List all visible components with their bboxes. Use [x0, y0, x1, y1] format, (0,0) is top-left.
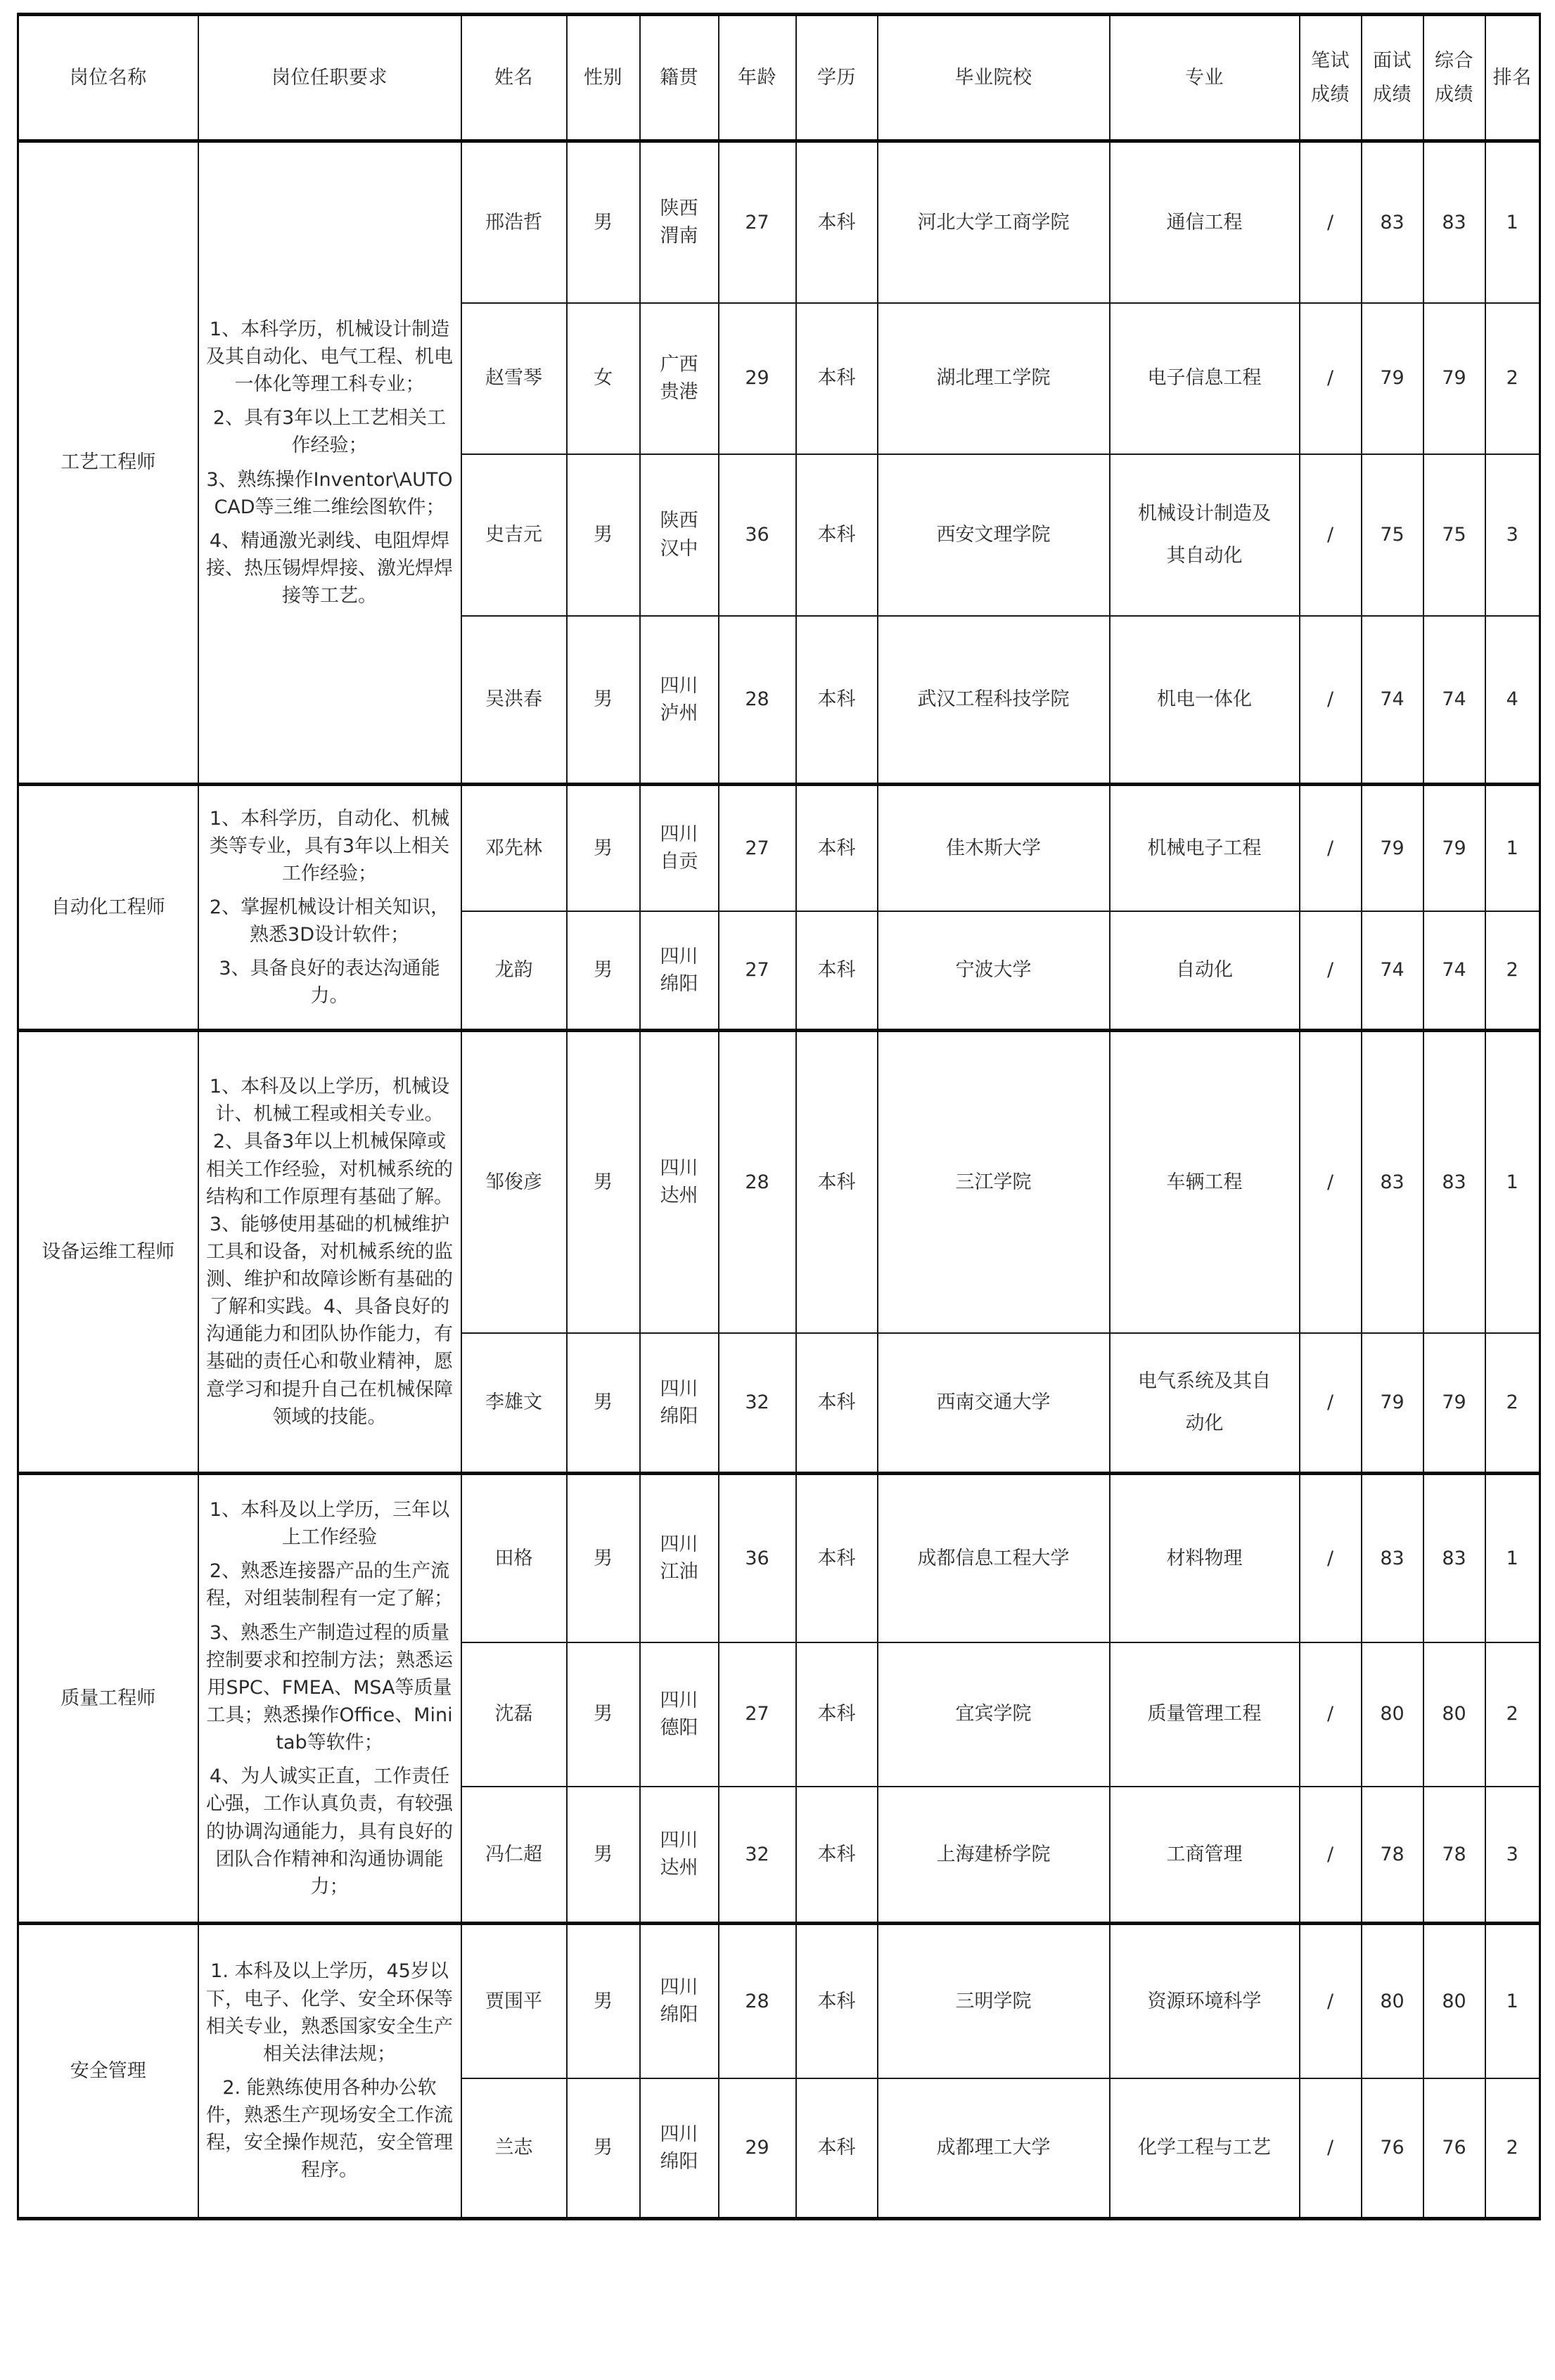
- cell-written-score: /: [1300, 1333, 1362, 1474]
- native-province: 四川: [660, 1976, 698, 1999]
- native-province: 四川: [660, 1689, 698, 1711]
- cell-rank: 1: [1485, 1474, 1540, 1642]
- cell-major: 自动化: [1110, 911, 1300, 1031]
- written-label-line1: 笔试: [1311, 50, 1350, 72]
- cell-age: 29: [719, 2078, 796, 2219]
- requirement-paragraph: 1、本科及以上学历，机械设计、机械工程或相关专业。2、具备3年以上机械保障或相关工作经验，对机械系统的结构和工作原理有基础了解。3、能够使用基础的机械维护工具和设备，对机械系统的监测、维护和故障诊断有基础的了解和实践。4、具备良好的沟通能力和团队协作能力，有基础的责任心和敬业精神，愿意学习和提升自己在机械保障领域的技能。: [206, 1076, 453, 1428]
- cell-overall-score: 79: [1423, 1333, 1485, 1474]
- cell-major: [1110, 1333, 1300, 1474]
- native-city: 绵阳: [660, 1405, 698, 1427]
- cell-written-score: /: [1300, 1642, 1362, 1787]
- column-header-education: 学历: [796, 15, 878, 141]
- cell-overall-score: 76: [1423, 2078, 1485, 2219]
- native-province: 四川: [660, 823, 698, 846]
- cell-post-name: 质量工程师: [18, 1474, 198, 1924]
- major-line-2: 其自动化: [1166, 544, 1243, 567]
- cell-education: 本科: [796, 785, 878, 911]
- cell-native-place: [640, 454, 719, 616]
- cell-interview-score: 80: [1362, 1642, 1423, 1787]
- cell-native-place: [640, 141, 719, 303]
- cell-post-requirement: [198, 1031, 461, 1474]
- cell-interview-score: 79: [1362, 1333, 1423, 1474]
- cell-major: 材料物理: [1110, 1474, 1300, 1642]
- cell-written-score: /: [1300, 1474, 1362, 1642]
- cell-interview-score: 74: [1362, 911, 1423, 1031]
- cell-candidate-name: 赵雪琴: [461, 303, 567, 454]
- cell-major: 通信工程: [1110, 141, 1300, 303]
- cell-major: 化学工程与工艺: [1110, 2078, 1300, 2219]
- requirement-paragraph: 2、熟悉连接器产品的生产流程，对组装制程有一定了解；: [206, 1560, 453, 1610]
- column-header-requirement: 岗位任职要求: [198, 15, 461, 141]
- major-line-2: 动化: [1185, 1412, 1224, 1434]
- cell-gender: 男: [567, 454, 640, 616]
- cell-interview-score: 80: [1362, 1924, 1423, 2078]
- column-header-native: 籍贯: [640, 15, 719, 141]
- cell-rank: 2: [1485, 1642, 1540, 1787]
- native-city: 绵阳: [660, 2004, 698, 2026]
- native-city: 达州: [660, 1857, 698, 1879]
- column-header-gender: 性别: [567, 15, 640, 141]
- native-city: 江油: [660, 1561, 698, 1583]
- cell-age: 28: [719, 1031, 796, 1333]
- cell-rank: 2: [1485, 2078, 1540, 2219]
- cell-native-place: [640, 1333, 719, 1474]
- requirement-paragraph: 4、为人诚实正直，工作责任心强，工作认真负责，有较强的协调沟通能力，具有良好的团队合作精神和沟通协调能力；: [206, 1765, 453, 1898]
- major-line-1: 机械设计制造及: [1138, 503, 1271, 525]
- cell-overall-score: 79: [1423, 785, 1485, 911]
- cell-school: 佳木斯大学: [878, 785, 1110, 911]
- cell-overall-score: 78: [1423, 1787, 1485, 1924]
- cell-gender: 男: [567, 141, 640, 303]
- cell-gender: 男: [567, 2078, 640, 2219]
- cell-age: 27: [719, 141, 796, 303]
- recruitment-results-table: [17, 13, 1541, 2220]
- cell-rank: 2: [1485, 303, 1540, 454]
- native-city: 渭南: [660, 225, 698, 247]
- cell-education: 本科: [796, 1031, 878, 1333]
- cell-overall-score: 74: [1423, 911, 1485, 1031]
- cell-rank: 3: [1485, 454, 1540, 616]
- native-city: 自贡: [660, 851, 698, 873]
- cell-age: 36: [719, 1474, 796, 1642]
- interview-label-line2: 成绩: [1373, 83, 1412, 105]
- cell-age: 27: [719, 785, 796, 911]
- cell-age: 29: [719, 303, 796, 454]
- cell-school: 三明学院: [878, 1924, 1110, 2078]
- cell-interview-score: 78: [1362, 1787, 1423, 1924]
- cell-gender: 男: [567, 616, 640, 785]
- cell-school: 成都信息工程大学: [878, 1474, 1110, 1642]
- cell-education: 本科: [796, 1333, 878, 1474]
- cell-post-name: 设备运维工程师: [18, 1031, 198, 1474]
- header-row: [18, 15, 1540, 141]
- cell-rank: 2: [1485, 1333, 1540, 1474]
- requirement-paragraph: 1、本科学历，自动化、机械类等专业，具有3年以上相关工作经验；: [209, 807, 450, 885]
- cell-gender: 男: [567, 1474, 640, 1642]
- cell-age: 32: [719, 1333, 796, 1474]
- cell-school: 宁波大学: [878, 911, 1110, 1031]
- requirement-paragraph: 3、熟悉生产制造过程的质量控制要求和控制方法；熟悉运用SPC、FMEA、MSA等质量工具；熟悉操作Office、Minitab等软件；: [206, 1621, 453, 1754]
- requirement-paragraph: 2. 能熟练使用各种办公软件，熟悉生产现场安全工作流程，安全操作规范，安全管理程序。: [206, 2077, 453, 2182]
- table-header: [18, 15, 1540, 141]
- cell-interview-score: 83: [1362, 141, 1423, 303]
- native-city: 汉中: [660, 537, 698, 560]
- cell-education: 本科: [796, 2078, 878, 2219]
- cell-major: 机械电子工程: [1110, 785, 1300, 911]
- cell-native-place: [640, 911, 719, 1031]
- cell-interview-score: 79: [1362, 785, 1423, 911]
- cell-post-requirement: [198, 1474, 461, 1924]
- column-header-interview-score: [1362, 15, 1423, 141]
- native-province: 四川: [660, 945, 698, 967]
- cell-education: 本科: [796, 911, 878, 1031]
- cell-rank: 1: [1485, 1031, 1540, 1333]
- written-label-line2: 成绩: [1311, 83, 1350, 105]
- cell-school: 宜宾学院: [878, 1642, 1110, 1787]
- cell-written-score: /: [1300, 616, 1362, 785]
- cell-age: 27: [719, 1642, 796, 1787]
- cell-written-score: /: [1300, 454, 1362, 616]
- cell-age: 27: [719, 911, 796, 1031]
- cell-interview-score: 83: [1362, 1474, 1423, 1642]
- cell-rank: 1: [1485, 141, 1540, 303]
- cell-education: 本科: [796, 454, 878, 616]
- cell-gender: 女: [567, 303, 640, 454]
- cell-post-name: 安全管理: [18, 1924, 198, 2219]
- column-header-overall-score: [1423, 15, 1485, 141]
- cell-education: 本科: [796, 616, 878, 785]
- native-province: 四川: [660, 1157, 698, 1180]
- cell-gender: 男: [567, 1333, 640, 1474]
- cell-gender: 男: [567, 1642, 640, 1787]
- column-header-name: 姓名: [461, 15, 567, 141]
- column-header-rank: 排名: [1485, 15, 1540, 141]
- cell-candidate-name: 邓先林: [461, 785, 567, 911]
- cell-age: 32: [719, 1787, 796, 1924]
- table-row: [18, 1924, 1540, 2078]
- cell-major: 质量管理工程: [1110, 1642, 1300, 1787]
- cell-rank: 2: [1485, 911, 1540, 1031]
- cell-gender: 男: [567, 1031, 640, 1333]
- cell-candidate-name: 田格: [461, 1474, 567, 1642]
- cell-overall-score: 79: [1423, 303, 1485, 454]
- requirement-paragraph: 1、本科学历，机械设计制造及其自动化、电气工程、机电一体化等理工科专业；: [206, 318, 453, 396]
- cell-education: 本科: [796, 141, 878, 303]
- cell-interview-score: 76: [1362, 2078, 1423, 2219]
- cell-school: 武汉工程科技学院: [878, 616, 1110, 785]
- cell-written-score: /: [1300, 303, 1362, 454]
- cell-candidate-name: 兰志: [461, 2078, 567, 2219]
- cell-written-score: /: [1300, 785, 1362, 911]
- cell-native-place: [640, 1787, 719, 1924]
- cell-native-place: [640, 1031, 719, 1333]
- table-row: [18, 1474, 1540, 1642]
- table-row: [18, 141, 1540, 303]
- cell-post-name: 自动化工程师: [18, 785, 198, 1031]
- cell-overall-score: 75: [1423, 454, 1485, 616]
- cell-candidate-name: 冯仁超: [461, 1787, 567, 1924]
- cell-school: 河北大学工商学院: [878, 141, 1110, 303]
- native-city: 德阳: [660, 1717, 698, 1739]
- cell-rank: 1: [1485, 785, 1540, 911]
- cell-interview-score: 74: [1362, 616, 1423, 785]
- native-province: 陕西: [660, 198, 698, 220]
- cell-post-requirement: [198, 141, 461, 785]
- cell-candidate-name: 贾围平: [461, 1924, 567, 2078]
- native-province: 广西: [660, 353, 698, 375]
- cell-native-place: [640, 616, 719, 785]
- cell-major: [1110, 454, 1300, 616]
- native-province: 四川: [660, 674, 698, 697]
- cell-native-place: [640, 1642, 719, 1787]
- cell-written-score: /: [1300, 1924, 1362, 2078]
- cell-school: 上海建桥学院: [878, 1787, 1110, 1924]
- column-header-post: 岗位名称: [18, 15, 198, 141]
- native-province: 四川: [660, 2123, 698, 2145]
- cell-candidate-name: 邹俊彦: [461, 1031, 567, 1333]
- cell-education: 本科: [796, 1474, 878, 1642]
- overall-label-line1: 综合: [1435, 50, 1473, 72]
- cell-native-place: [640, 1474, 719, 1642]
- cell-written-score: /: [1300, 1787, 1362, 1924]
- cell-rank: 4: [1485, 616, 1540, 785]
- native-city: 绵阳: [660, 972, 698, 995]
- cell-overall-score: 83: [1423, 1474, 1485, 1642]
- cell-candidate-name: 龙韵: [461, 911, 567, 1031]
- cell-post-requirement: [198, 1924, 461, 2219]
- requirement-paragraph: 4、精通激光剥线、电阻焊焊接、热压锡焊焊接、激光焊焊接等工艺。: [206, 529, 453, 607]
- table-row: [18, 785, 1540, 911]
- cell-overall-score: 74: [1423, 616, 1485, 785]
- requirement-paragraph: 1、本科及以上学历，三年以上工作经验: [209, 1499, 450, 1549]
- cell-overall-score: 80: [1423, 1924, 1485, 2078]
- cell-interview-score: 75: [1362, 454, 1423, 616]
- native-province: 陕西: [660, 510, 698, 532]
- native-province: 四川: [660, 1377, 698, 1400]
- cell-school: 成都理工大学: [878, 2078, 1110, 2219]
- cell-major: 机电一体化: [1110, 616, 1300, 785]
- cell-school: 西南交通大学: [878, 1333, 1110, 1474]
- cell-age: 36: [719, 454, 796, 616]
- requirement-paragraph: 2、具有3年以上工艺相关工作经验；: [212, 407, 447, 457]
- requirement-paragraph: 1. 本科及以上学历，45岁以下，电子、化学、安全环保等相关专业，熟悉国家安全生产相关法律法规；: [206, 1960, 453, 2065]
- column-header-age: 年龄: [719, 15, 796, 141]
- cell-major: 资源环境科学: [1110, 1924, 1300, 2078]
- table-row: [18, 1031, 1540, 1333]
- native-city: 泸州: [660, 702, 698, 724]
- cell-native-place: [640, 785, 719, 911]
- cell-gender: 男: [567, 785, 640, 911]
- cell-written-score: /: [1300, 911, 1362, 1031]
- cell-written-score: /: [1300, 2078, 1362, 2219]
- cell-post-requirement: [198, 785, 461, 1031]
- cell-education: 本科: [796, 1642, 878, 1787]
- overall-label-line2: 成绩: [1435, 83, 1473, 105]
- native-province: 四川: [660, 1829, 698, 1852]
- cell-written-score: /: [1300, 141, 1362, 303]
- cell-written-score: /: [1300, 1031, 1362, 1333]
- cell-school: 湖北理工学院: [878, 303, 1110, 454]
- cell-overall-score: 80: [1423, 1642, 1485, 1787]
- native-city: 达州: [660, 1185, 698, 1207]
- cell-gender: 男: [567, 911, 640, 1031]
- cell-major: 工商管理: [1110, 1787, 1300, 1924]
- cell-rank: 1: [1485, 1924, 1540, 2078]
- interview-label-line1: 面试: [1373, 50, 1412, 72]
- cell-major: 车辆工程: [1110, 1031, 1300, 1333]
- cell-overall-score: 83: [1423, 141, 1485, 303]
- native-province: 四川: [660, 1533, 698, 1556]
- requirement-paragraph: 3、熟练操作Inventor\AUTOCAD等三维二维绘图软件；: [206, 468, 453, 518]
- cell-post-name: 工艺工程师: [18, 141, 198, 785]
- cell-candidate-name: 沈磊: [461, 1642, 567, 1787]
- column-header-written-score: [1300, 15, 1362, 141]
- native-city: 绵阳: [660, 2150, 698, 2173]
- cell-education: 本科: [796, 1924, 878, 2078]
- cell-school: 三江学院: [878, 1031, 1110, 1333]
- cell-candidate-name: 李雄文: [461, 1333, 567, 1474]
- cell-native-place: [640, 2078, 719, 2219]
- cell-gender: 男: [567, 1924, 640, 2078]
- requirement-paragraph: 2、掌握机械设计相关知识，熟悉3D设计软件；: [209, 896, 450, 946]
- cell-education: 本科: [796, 303, 878, 454]
- table-body: [18, 141, 1540, 2219]
- cell-education: 本科: [796, 1787, 878, 1924]
- cell-candidate-name: 吴洪春: [461, 616, 567, 785]
- column-header-major: 专业: [1110, 15, 1300, 141]
- cell-age: 28: [719, 1924, 796, 2078]
- major-line-1: 电气系统及其自: [1138, 1370, 1271, 1393]
- cell-interview-score: 79: [1362, 303, 1423, 454]
- cell-rank: 3: [1485, 1787, 1540, 1924]
- cell-school: 西安文理学院: [878, 454, 1110, 616]
- cell-native-place: [640, 303, 719, 454]
- cell-major: 电子信息工程: [1110, 303, 1300, 454]
- cell-gender: 男: [567, 1787, 640, 1924]
- cell-age: 28: [719, 616, 796, 785]
- cell-overall-score: 83: [1423, 1031, 1485, 1333]
- cell-candidate-name: 史吉元: [461, 454, 567, 616]
- requirement-paragraph: 3、具备良好的表达沟通能力。: [219, 958, 440, 1008]
- native-city: 贵港: [660, 381, 698, 403]
- column-header-school: 毕业院校: [878, 15, 1110, 141]
- cell-interview-score: 83: [1362, 1031, 1423, 1333]
- cell-native-place: [640, 1924, 719, 2078]
- cell-candidate-name: 邢浩哲: [461, 141, 567, 303]
